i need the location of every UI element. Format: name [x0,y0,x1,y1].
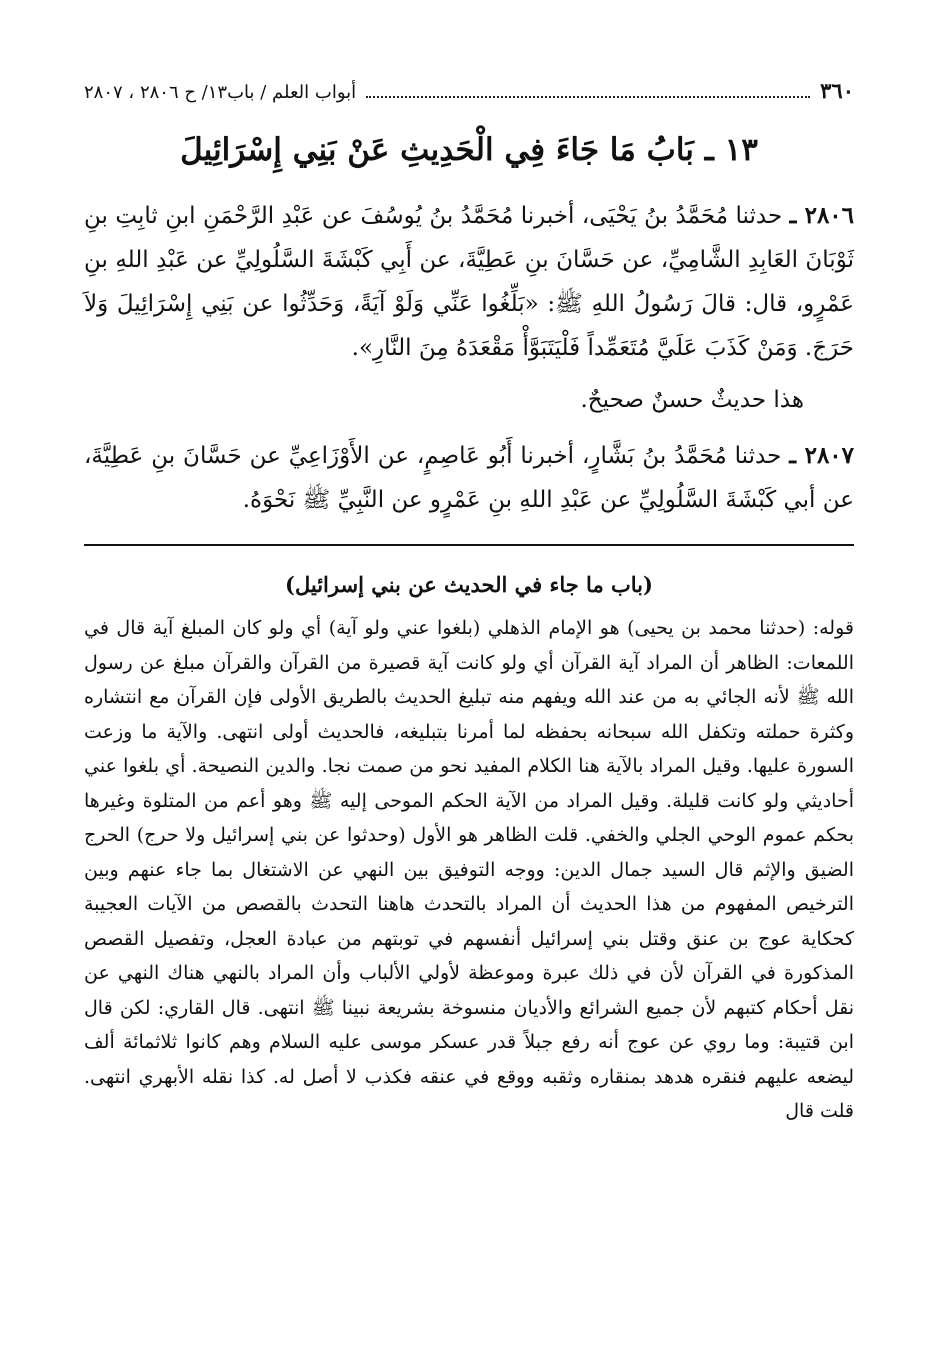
hadith-2806 [84,194,854,370]
hadith-grade: هذا حديثٌ حسنٌ صحيحٌ. [580,387,804,414]
hadith-text: حدثنا مُحَمَّدُ بنُ يَحْيَى، أخبرنا مُحَمَّدُ بنُ يُوسُفَ عن عَبْدِ الرَّحْمَنِ ابنِ ثابِتِ بنِ ثَوْبَانَ العَابِدِ الشَّامِيِّ، عن حَسَّانَ بنِ عَطِيَّةَ، عن أَبِي كَبْشَةَ السَّلُولِيِّ عن عَبْدِ اللهِ بنِ عَمْرٍو، قال: قالَ رَسُولُ اللهِ ﷺ: «بَلِّغُوا عَنِّي وَلَوْ آيَةً، وَحَدِّثُوا عن بَنِي إِسْرَائِيلَ وَلاَ حَرَجَ. وَمَنْ كَذَبَ عَلَيَّ مُتَعَمِّداً فَلْيَتَبَوَّأْ مَقْعَدَهُ مِنَ النَّارِ». [84,203,854,362]
commentary-title: (باب ما جاء في الحديث عن بني إسرائيل) [285,572,653,598]
hadith-number: ٢٨٠٦ ـ [789,202,855,230]
commentary-body [84,611,854,1129]
commentary-text: قوله: (حدثنا محمد بن يحيى) هو الإمام الذهلي (بلغوا عني ولو آية) أي ولو كان المبلغ آية قال في اللمعات: الظاهر أن المراد آية القرآن أي ولو كانت آية قصيرة من القرآن والقرآن مبلغ عن رسول الله ﷺ لأنه الجائي به من عند الله ويفهم منه تبليغ الحديث بالطريق الأولى فإن القرآن مع انتشاره وكثرة حملته وتكفل الله سبحانه بحفظه لما أمرنا بتبليغه، فالحديث أولى انتهى. والآية ما وزعت السورة عليها. وقيل المراد بالآية هنا الكلام المفيد نحو من صمت نجا. والدين النصيحة. أي بلغوا عني أحاديثي ولو كانت قليلة. وقيل المراد من الآية الحكم الموحى إليه ﷺ وهو أعم من المتلوة وغيرها بحكم عموم الوحي الجلي والخفي. قلت الظاهر هو الأول (وحدثوا عن بني إسرائيل ولا حرج) الحرج الضيق والإثم قال السيد جمال الدين: ووجه التوفيق بين النهي عن الاشتغال بما جاء عنهم وبين الترخيص المفهوم من هذا الحديث أن المراد بالتحدث هاهنا التحدث بالقصص من الآيات العجيبة كحكاية عوج بن عنق وقتل بني إسرائيل أنفسهم في توبتهم من عبادة العجل، وتفصيل القصص المذكورة في القرآن لأن في ذلك عبرة وموعظة لأولي الألباب وأن المراد بالنهي هناك النهي عن نقل أحكام كتبهم لأن جميع الشرائع والأديان منسوخة بشريعة نبينا ﷺ انتهى. قال القاري: لكن قال ابن قتيبة: وما روي عن عوج أنه رفع جبلاً قدر عسكر موسى عليه السلام وهم كانوا ثلاثمائة ألف ليضعه عليهم فنقره هدهد بمنقاره وثقبه ووقع في عنقه فكذب لا أصل له. كذا نقله الأبهري انتهى. قلت قال [84,617,854,1123]
running-header [84,78,854,112]
dotted-leader [366,84,810,98]
page-number: ٣٦٠ [820,78,854,103]
chapter-title: ١٣ ـ بَابُ مَا جَاءَ فِي الْحَدِيثِ عَنْ بَنِي إِسْرَائِيلَ [180,132,758,168]
hadith-text: حدثنا مُحَمَّدُ بنُ بَشَّارٍ، أخبرنا أَبُو عَاصِمٍ، عن الأَوْزَاعِيِّ عن حَسَّانَ بنِ عَطِيَّةَ، عن أبي كَبْشَةَ السَّلُولِيِّ عن عَبْدِ اللهِ بنِ عَمْرٍو عن النَّبِيِّ ﷺ نَحْوَهُ. [84,443,854,514]
hadith-2807 [84,434,854,522]
hadith-number: ٢٨٠٧ ـ [789,442,855,470]
book-page [84,78,854,1309]
running-header-title: أبواب العلم / باب١٣/ ح ٢٨٠٦ ، ٢٨٠٧ [84,82,357,103]
footnote-separator [84,544,854,546]
